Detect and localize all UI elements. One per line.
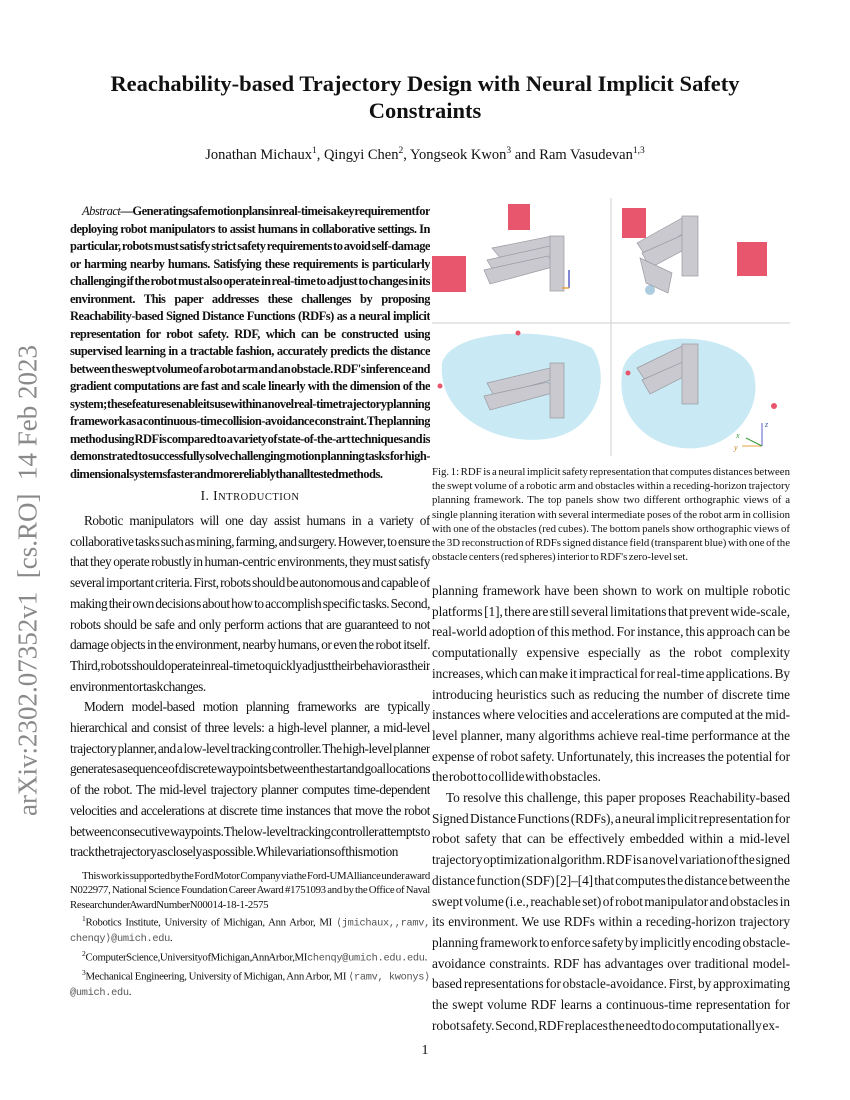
arxiv-stamp: arXiv:2302.07352v1 [cs.RO] 14 Feb 2023 [12,345,43,816]
email: ⟨ramv, kwonys⟩@umich.edu [70,971,430,999]
paragraph: Robotic manipulators will one day assist humans in a variety of collaborative tasks such as mining, farming, and surgery. However, to ensure that they operate robustly in human-centric environments, they must satisfy several important criteria. First, robots should be autonomous and capable of making their own decisions about how to accomplish specific tasks. Second, robots should be safe and only perform actions that are guaranteed to not damage objects in the environment, nearby humans, or even the robot itself. Third, robots should operate in real-time to quickly adjust their behavior as their environment or task changes. [70,513,430,694]
axis-label-y: y [734,443,738,452]
footnotes [70,869,430,1009]
axis-triad [742,423,762,446]
affiliation-text: Mechanical Engineering, University of Michigan, Ann Arbor, MI [85,970,349,983]
author: Ram Vasudevan [539,146,633,163]
affiliation-mark: 3 [506,146,512,156]
section-heading [70,488,430,504]
figure-caption: Fig. 1: RDF is a neural implicit safety representation that computes distances between the swept volume of a robotic arm and obstacles within a receding-horizon trajectory planning framework. The top panels show two different orthographic views of a single planning iteration with several intermediate poses of the robot arm in collision with one of the obstacles (red cubes). The bottom panels show orthographic views of the 3D reconstruction of RDFs signed distance field (transparent blue) with one of the obstacle centers (red spheres) interior to RDF's zero-level set. [432,466,790,564]
right-column-body [432,581,790,1037]
section-number: I. [200,488,214,503]
page-number: 1 [421,1043,429,1058]
separator: , [403,146,410,163]
obstacle-center [626,371,631,376]
obstacle-cube [737,242,767,276]
email: chenqy@umich.edu.edu [307,952,425,965]
abstract [70,203,430,486]
affiliation-mark: 2 [398,146,404,156]
affiliation-1 [70,912,430,946]
paragraph: To resolve this challenge, this paper proposes Reachability-based Signed Distance Functions (RDFs), a neural implicit representation for robot safety that can be effectively embedded within a mid-level trajectory optimization algorithm. RDF is a novel variation of the signed distance function (SDF) [2]–[4] that computes the distance between the swept volume (i.e., reachable set) of robot manipulator and obstacles in its environment. We use RDFs within a receding-horizon trajectory planning framework to enforce safety by implicitly encoding obstacle-avoidance constraints. RDF has advantages over traditional model-based representations for obstacle-avoidance. First, by approximating the swept volume RDF learns a continuous-time representation for robot safety. Second, RDF replaces the need to do computationally ex- [432,790,790,1033]
author-list [60,146,790,164]
section-title-rest: NTRODUCTION [218,492,300,503]
paper-title: Reachability-based Trajectory Design with Neural Implicit Safety Constraints [110,71,740,123]
figure-1 [432,198,790,456]
footnote-mark: 2 [82,948,86,958]
separator: and [511,146,540,163]
abstract-label: Abstract [82,204,121,218]
obstacle-center [771,403,777,409]
author: Jonathan Michaux [205,146,312,163]
punctuation: . [424,951,428,964]
affiliation-3 [70,966,430,1000]
footnote-mark: 1 [82,914,86,924]
paragraph: Modern model-based motion planning frameworks are typically hierarchical and consist of three levels: a high-level planner, a mid-level trajectory planner, and a low-level tracking controller. The high-level planner generates a sequence of discrete waypoints between the start and goal locations of the robot. The mid-level trajectory planner computes time-dependent velocities and accelerations at discrete time instances that move the robot between consecutive waypoints. The low-level tracking controller attempts to track the trajectory as closely as possible. While variations of this motion [70,699,430,860]
author: Qingyi Chen [323,146,399,163]
funding-note: This work is supported by the Ford Motor Company via the Ford-UM Alliance under award N022977, National Science Foundation Career Award #1751093 and by the Office of Naval Research under Award Number N00014-18-1-2575 [70,870,430,911]
robot-arm-poses [637,216,698,293]
punctuation: . [128,985,132,998]
axis-label-x: x [736,431,740,440]
footnote-mark: 3 [82,967,86,977]
affiliation-text: Computer Science, University of Michigan, Ann Arbor, MI [85,951,308,964]
affiliation-mark: 1,3 [632,146,645,156]
robot-arm-poses [484,236,564,291]
end-effector-marker [645,285,655,295]
obstacle-center [516,331,521,336]
abstract-text: —Generating safe motion plans in real-time is a key requirement for deploying robot manipulators to assist humans in collaborative settings. In particular, robots must satisfy strict safety requirements to avoid self-damage or harming nearby humans. Satisfying these requirements is particularly challenging if the robot must also operate in real-time to adjust to changes in its environment. This paper addresses these challenges by proposing Reachability-based Signed Distance Functions (RDFs) as a neural implicit representation for robot safety. RDF, which can be constructed using supervised learning in a tractable fashion, accurately predicts the distance between the swept volume of a robot arm and an obstacle. RDF's inference and gradient computations are fast and scale linearly with the dimension of the system; these features enable its use within a novel real-time trajectory planning framework as a continuous-time collision-avoidance constraint. The planning method using RDF is compared to a variety of state-of-the-art techniques and is demonstrated to successfully solve challenging motion planning tasks for high-dimensional systems faster and more reliably than all tested methods. [70,204,430,481]
author: Yongseok Kwon [409,146,507,163]
obstacle-center [438,384,443,389]
affiliation-2 [70,947,430,966]
email: ⟨jmichaux,,ramv, chenqy⟩@umich.edu [70,917,430,946]
section-title-initial: I [213,488,219,503]
obstacle-cube [622,208,646,238]
obstacle-cube [508,204,530,230]
punctuation: . [169,932,173,945]
separator: , [316,146,324,163]
axis-label-z: z [765,420,769,429]
affiliation-text: Robotics Institute, University of Michigan, Ann Arbor, MI [85,916,336,929]
paragraph: planning framework have been shown to work on multiple robotic platforms [1], there are still several limitations that prevent wide-scale, real-world adoption of this method. For instance, this approach can be computationally expensive especially as the robot complexity increases, which can make it impractical for real-time applications. By introducing heuristics such as reducing the number of discrete time instances where velocities and accelerations are computed at the mid-level planner, many algorithms achieve real-time performance at the expense of robot safety. Unfortunately, this increases the potential for the robot to collide with obstacles. [432,583,790,785]
affiliation-mark: 1 [311,146,317,156]
obstacle-cube [432,256,466,292]
left-column-body [70,511,430,863]
